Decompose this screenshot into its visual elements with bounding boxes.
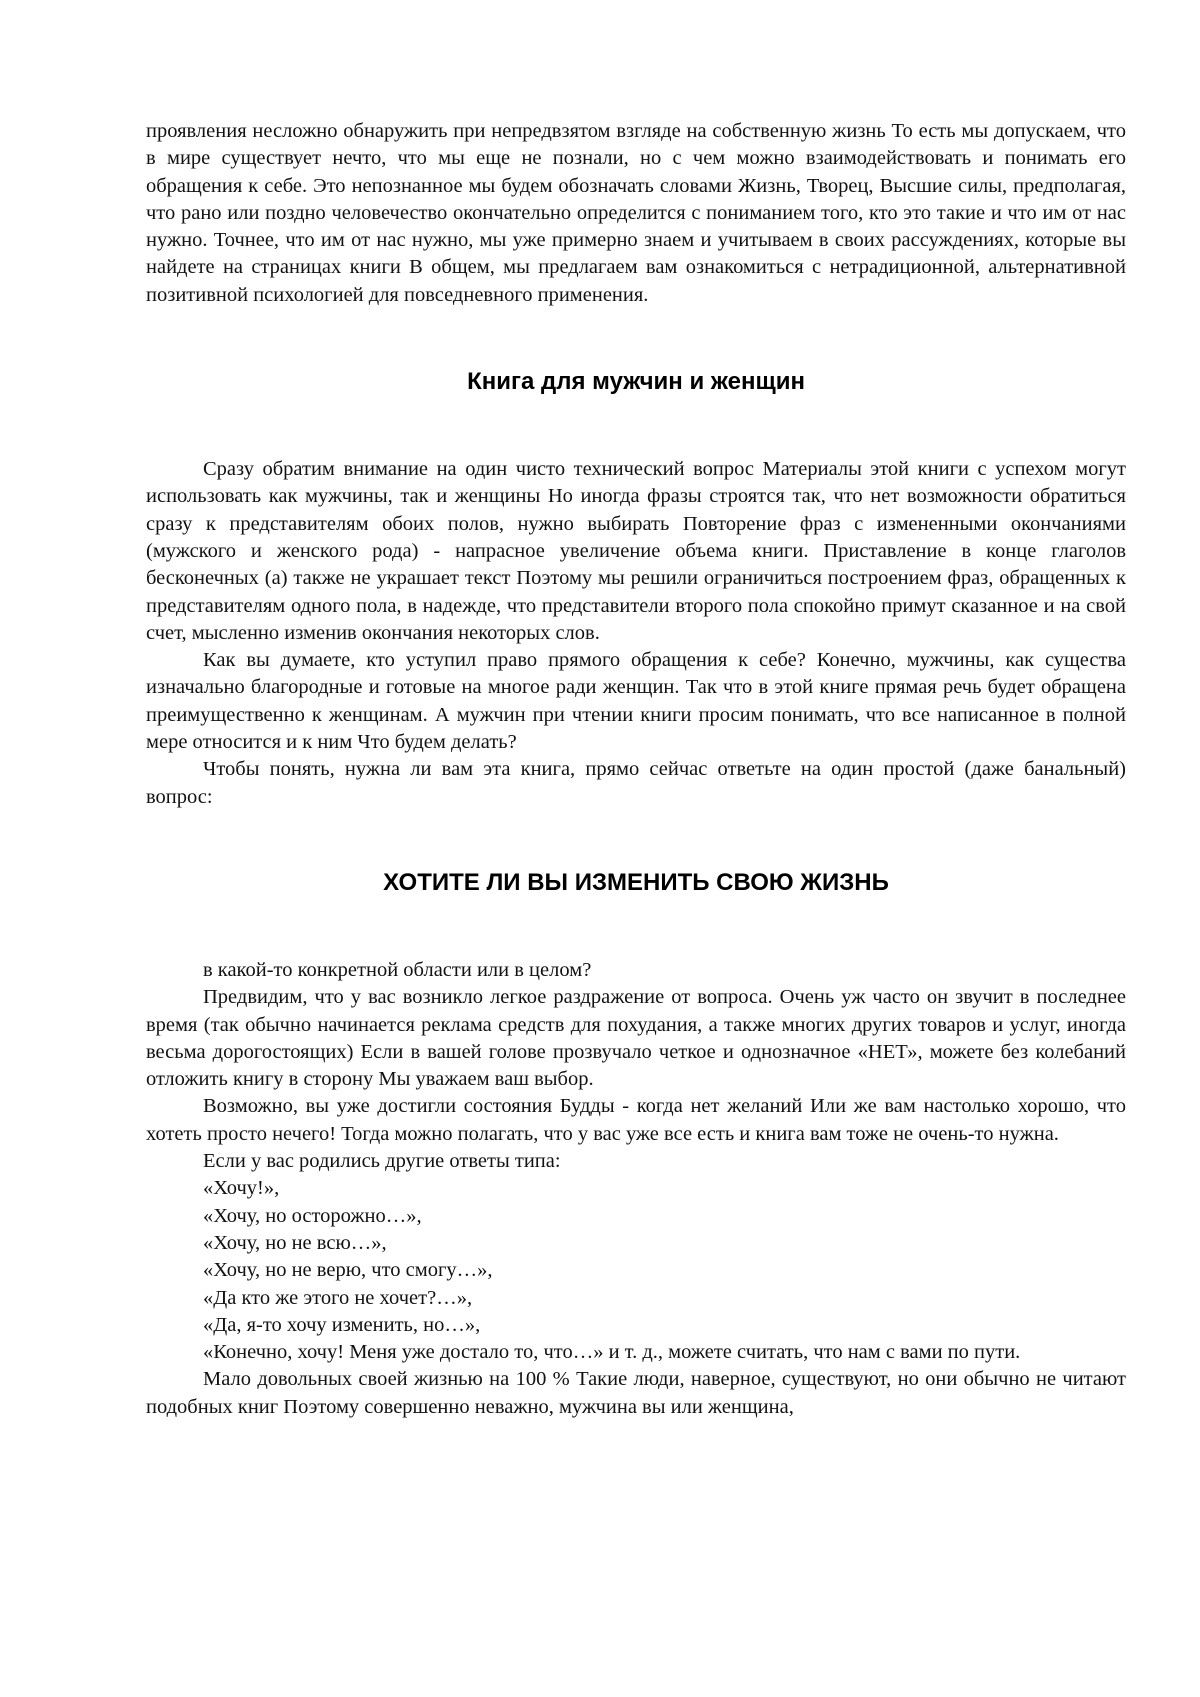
paragraph-satisfied: Мало довольных своей жизнью на 100 % Такие люди, наверное, существуют, но они обычно не читают подобных книг Поэтому совершенно неважно, мужчина вы или женщина, (146, 1368, 1126, 1418)
paragraph-irritation: Предвидим, что у вас возникло легкое раздражение от вопроса. Очень уж часто он звучит в последнее время (так обычно начинается реклама средств для похудания, а также многих других товаров и услуг, иногда весьма дорогостоящих) Если в вашей голове прозвучало четкое и однозначное «НЕТ», можете без колебаний отложить книгу в сторону Мы уважаем ваш выбор. (146, 986, 1126, 1091)
answer-item: «Да, я-то хочу изменить, но…», (203, 1313, 481, 1336)
paragraph-buddha: Возможно, вы уже достигли состояния Будды - когда нет желаний Или же вам настолько хорошо, что хотеть просто нечего! Тогда можно полагать, что у вас уже все есть и книга вам тоже не очень-то нужна. (146, 1095, 1126, 1145)
answer-item: «Хочу, но не верю, что смогу…», (203, 1259, 493, 1282)
section-heading-change-life: ХОТИТЕ ЛИ ВЫ ИЗМЕНИТЬ СВОЮ ЖИЗНЬ (383, 868, 889, 896)
paragraph-technical-note: Сразу обратим внимание на один чисто технический вопрос Материалы этой книги с успехом могут использовать как мужчины, так и женщины Но иногда фразы строятся так, что нет возможности обратиться сразу к представителям обоих полов, нужно выбирать Повторение фраз с измененными окончаниями (мужского и женского рода) - напрасное увеличение объема книги. Приставление в конце глаголов бесконечных (а) также не украшает текст Поэтому мы решили ограничиться построением фраз, обращенных к представителям одного пола, в надежде, что представители второго пола спокойно примут сказанное и на свой счет, мысленно изменив окончания некоторых слов. (146, 458, 1126, 644)
answer-item: «Хочу, но не всю…», (203, 1231, 387, 1254)
section-heading-men-women: Книга для мужчин и женщин (467, 368, 805, 396)
answer-item: «Хочу!», (203, 1177, 280, 1200)
intro-paragraph: проявления несложно обнаружить при непредвзятом взгляде на собственную жизнь То есть мы допускаем, что в мире существует нечто, что мы еще не познали, но с чем можно взаимодействовать и понимать его обращения к себе. Это непознанное мы будем обозначать словами Жизнь, Творец, Высшие силы, предполагая, что рано или поздно человечество окончательно определится с пониманием того, кто это такие и что им от нас нужно. Точнее, что им от нас нужно, мы уже примерно знаем и учитываем в своих рассуждениях, которые вы найдете на страницах книги В общем, мы предлагаем вам ознакомиться с нетрадиционной, альтернативной позитивной психологией для повседневного применения. (146, 120, 1126, 306)
paragraph-question-intro: Чтобы понять, нужна ли вам эта книга, прямо сейчас ответьте на один простой (даже банальный) вопрос: (146, 758, 1126, 808)
paragraph-question-continuation: в какой-то конкретной области или в целом? (203, 958, 592, 981)
answer-item: «Да кто же этого не хочет?…», (203, 1286, 473, 1309)
page-content (146, 118, 1126, 1421)
paragraph-direct-address: Как вы думаете, кто уступил право прямого обращения к себе? Конечно, мужчины, как существа изначально благородные и готовые на многое ради женщин. Так что в этой книге прямая речь будет обращена преимущественно к женщинам. А мужчин при чтении книги просим понимать, что все написанное в полной мере относится и к ним Что будем делать? (146, 649, 1126, 754)
answer-item: «Хочу, но осторожно…», (203, 1204, 422, 1227)
paragraph-answers-intro: Если у вас родились другие ответы типа: (203, 1150, 561, 1173)
paragraph-conclusion: «Конечно, хочу! Меня уже достало то, что…» и т. д., можете считать, что нам с вами по пути. (203, 1341, 1021, 1364)
